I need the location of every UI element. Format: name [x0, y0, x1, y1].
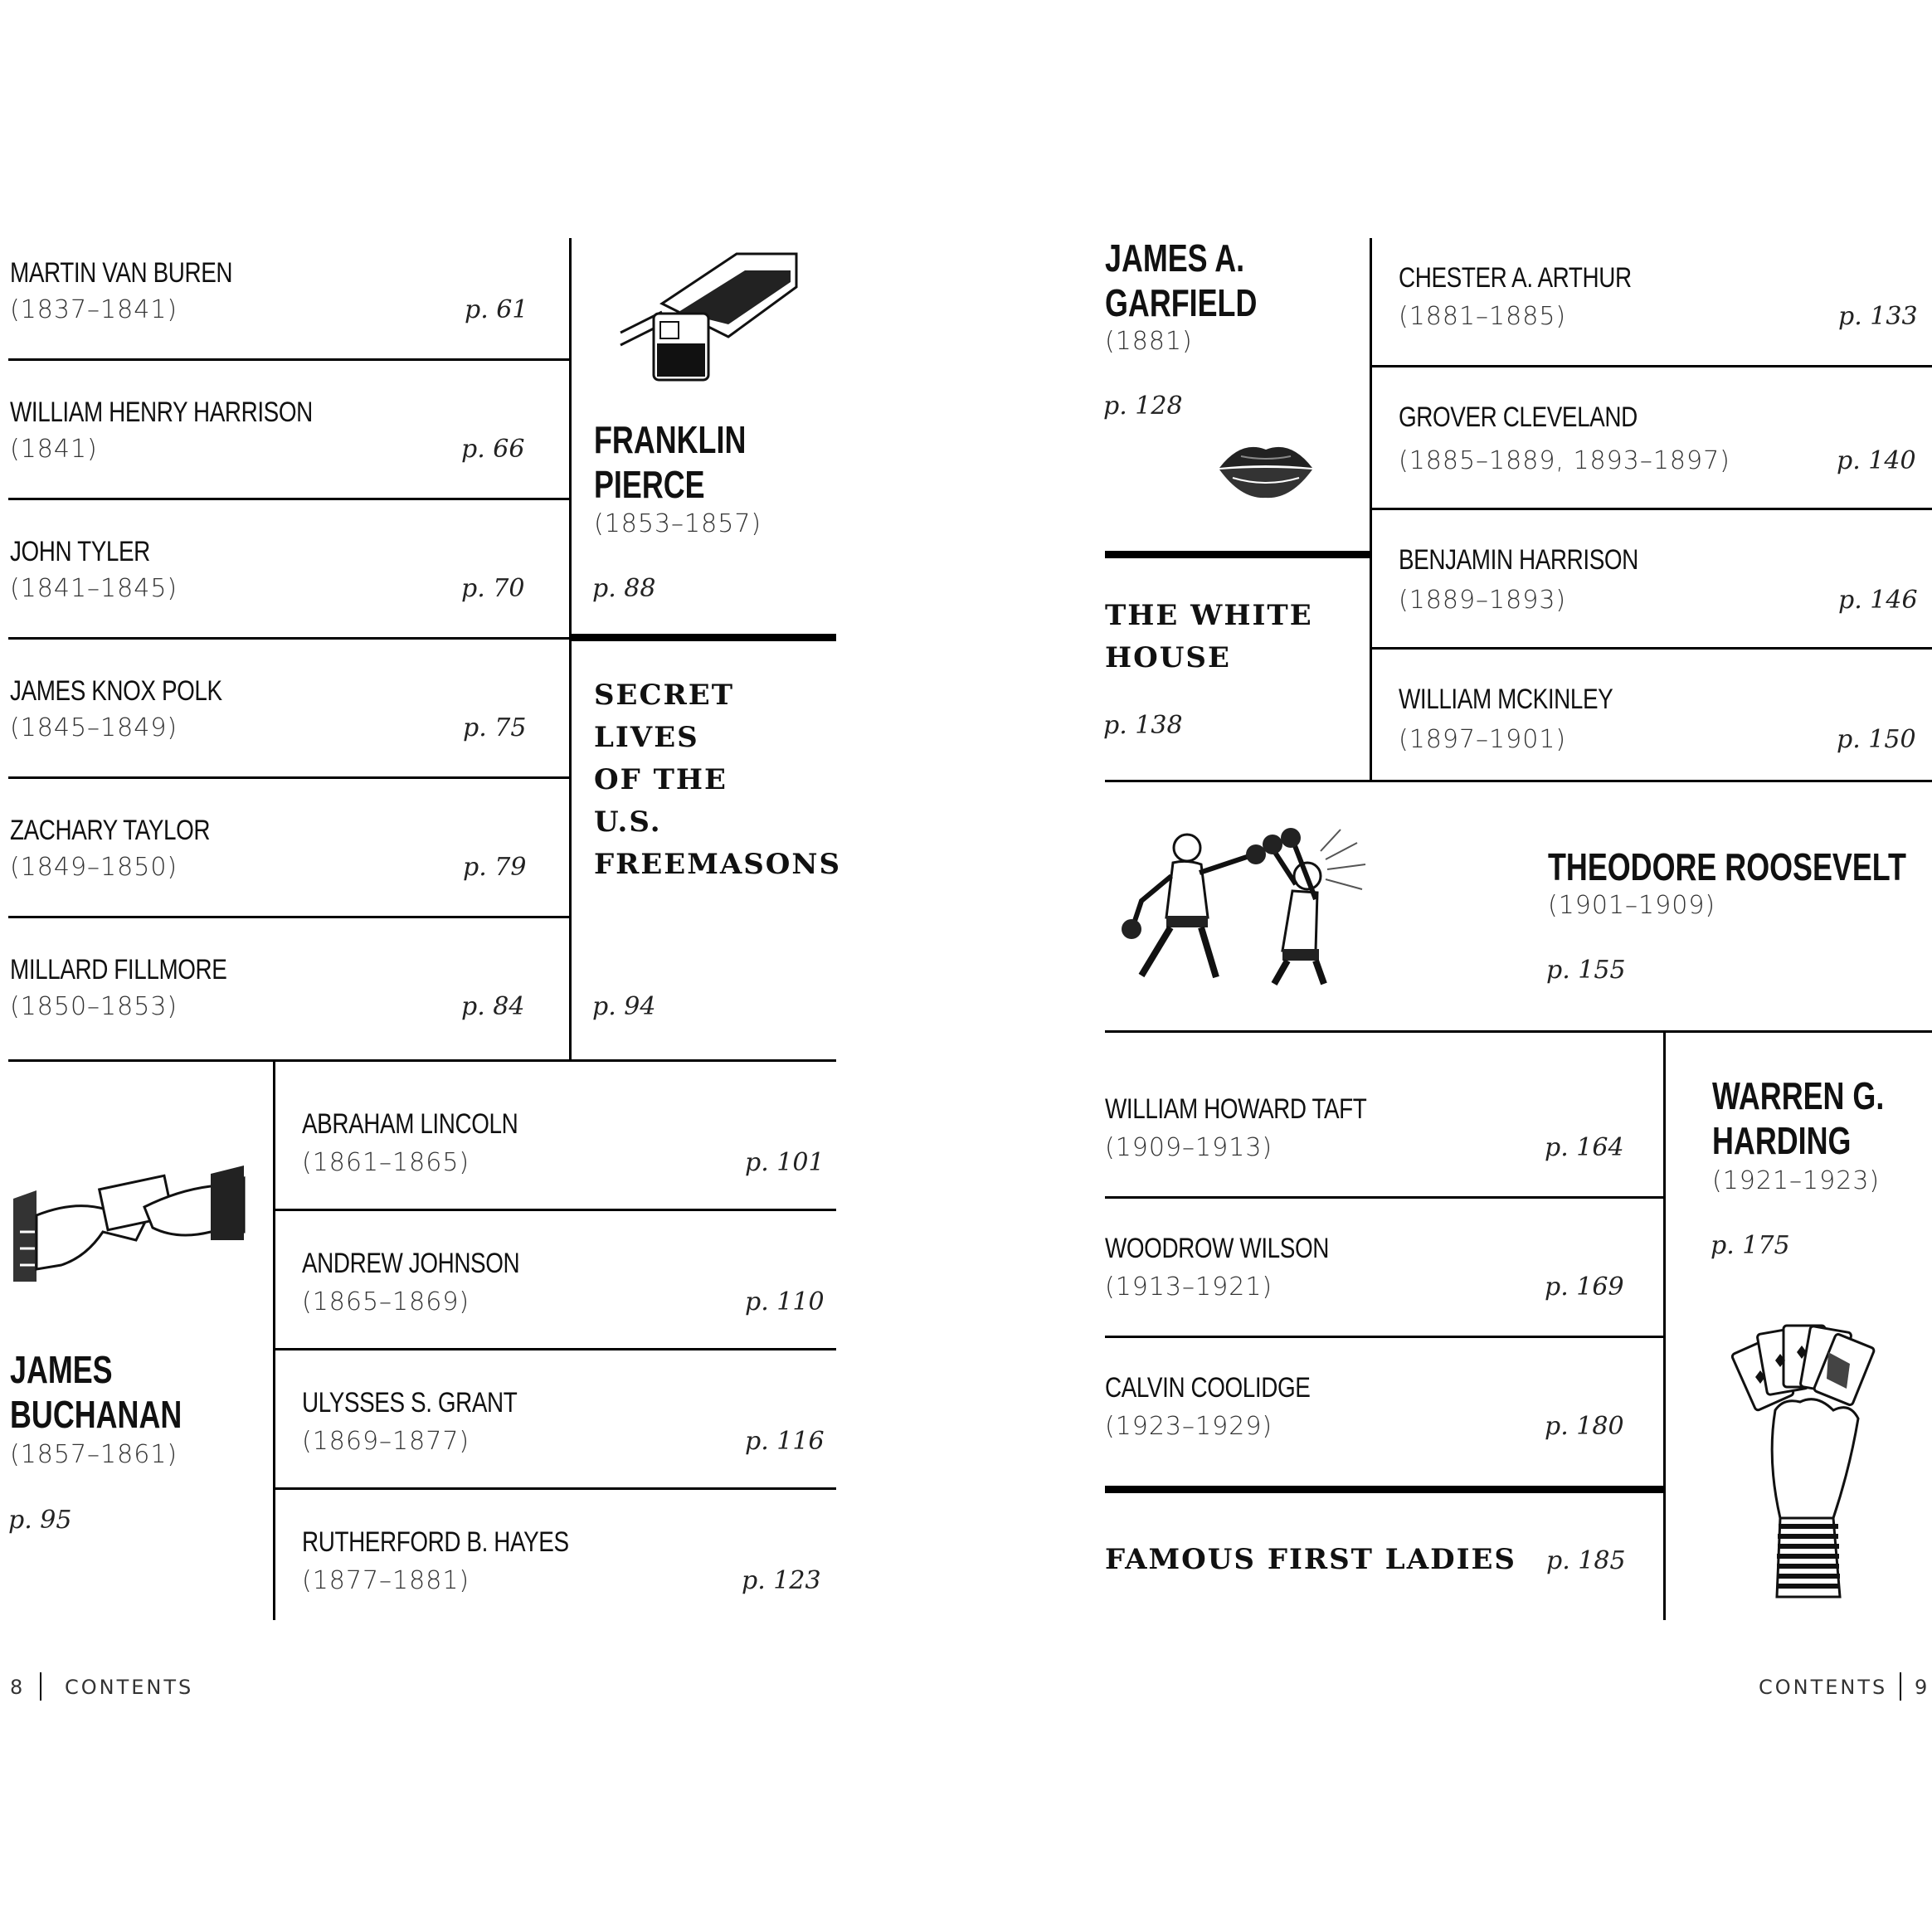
- divider: [1105, 1196, 1663, 1199]
- entry-page: p. 116: [745, 1427, 825, 1456]
- entry-page: p. 61: [465, 295, 528, 324]
- entry-years: (1885–1889, 1893–1897): [1399, 446, 1730, 475]
- divider: [8, 776, 569, 779]
- entry-years: (1889–1893): [1399, 586, 1567, 615]
- entry-years: (1845–1849): [10, 713, 178, 742]
- feature-title: U.S.: [594, 805, 662, 839]
- playing-cards-hand-icon: [1725, 1319, 1891, 1605]
- divider: [8, 498, 569, 500]
- entry-years: (1850–1853): [10, 992, 178, 1021]
- divider: [273, 1487, 836, 1490]
- divider: [1663, 1030, 1666, 1620]
- divider: [8, 1059, 836, 1062]
- feature-page: p. 155: [1546, 956, 1626, 985]
- divider: [1370, 647, 1932, 650]
- entry-name: ABRAHAM LINCOLN: [302, 1108, 518, 1140]
- entry-name: ZACHARY TAYLOR: [10, 815, 211, 846]
- entry-page: p. 150: [1837, 725, 1916, 754]
- entry-name: ANDREW JOHNSON: [302, 1248, 520, 1279]
- feature-page: p. 175: [1711, 1231, 1790, 1260]
- feature-page: p. 185: [1546, 1546, 1626, 1575]
- divider: [569, 238, 572, 1061]
- entry-years: (1897–1901): [1399, 725, 1567, 754]
- divider: [1105, 1030, 1932, 1033]
- entry-name: WILLIAM MCKINLEY: [1399, 684, 1613, 715]
- feature-title: OF THE: [594, 763, 728, 796]
- entry-years: (1923–1929): [1105, 1412, 1273, 1441]
- entry-years: (1861–1865): [302, 1148, 470, 1177]
- footer-divider: [40, 1672, 41, 1701]
- entry-name: BENJAMIN HARRISON: [1399, 544, 1638, 576]
- feature-title: PIERCE: [594, 463, 705, 506]
- entry-name: CALVIN COOLIDGE: [1105, 1372, 1311, 1404]
- feature-title: THE WHITE: [1105, 599, 1313, 632]
- feature-years: (1921–1923): [1712, 1166, 1881, 1195]
- entry-name: MILLARD FILLMORE: [10, 954, 227, 985]
- boxers-icon: [1108, 826, 1374, 985]
- entry-name: GROVER CLEVELAND: [1399, 401, 1638, 433]
- entry-page: p. 79: [463, 853, 527, 882]
- entry-page: p. 140: [1837, 446, 1916, 475]
- footer-label: CONTENTS: [65, 1676, 194, 1699]
- feature-title: BUCHANAN: [10, 1393, 182, 1436]
- entry-page: p. 169: [1545, 1273, 1624, 1302]
- divider: [1105, 780, 1932, 782]
- entry-years: (1849–1850): [10, 853, 178, 882]
- entry-years: (1881–1885): [1399, 302, 1567, 331]
- entry-years: (1865–1869): [302, 1287, 470, 1316]
- feature-title: FREEMASONS: [594, 848, 842, 881]
- entry-name: WOODROW WILSON: [1105, 1233, 1329, 1264]
- entry-name: MARTIN VAN BUREN: [10, 257, 233, 289]
- feature-years: (1853–1857): [594, 509, 762, 538]
- divider: [1370, 508, 1932, 510]
- feature-page: p. 94: [592, 992, 656, 1021]
- feature-title: WARREN G.: [1712, 1074, 1885, 1117]
- entry-page: p. 180: [1545, 1412, 1624, 1441]
- feature-page: p. 95: [8, 1506, 72, 1535]
- divider: [8, 916, 569, 918]
- entry-page: p. 146: [1838, 586, 1918, 615]
- entry-page: p. 164: [1545, 1133, 1624, 1162]
- divider: [273, 1059, 275, 1620]
- lips-icon: [1216, 436, 1316, 503]
- entry-page: p. 123: [742, 1566, 821, 1595]
- whiskey-glass-icon: [612, 246, 803, 387]
- feature-title: FAMOUS FIRST LADIES: [1105, 1543, 1516, 1576]
- entry-years: (1909–1913): [1105, 1133, 1273, 1162]
- entry-page: p. 101: [745, 1148, 825, 1177]
- divider: [1370, 365, 1932, 367]
- entry-page: p. 133: [1838, 302, 1918, 331]
- feature-years: (1901–1909): [1548, 891, 1716, 920]
- feature-title: SECRET: [594, 679, 735, 712]
- feature-title: JAMES: [10, 1348, 113, 1391]
- entry-page: p. 70: [461, 574, 525, 603]
- feature-title: HARDING: [1712, 1119, 1852, 1162]
- feature-title: GARFIELD: [1105, 281, 1258, 324]
- entry-name: JOHN TYLER: [10, 536, 150, 567]
- divider: [1105, 551, 1370, 558]
- divider: [1105, 1486, 1663, 1493]
- footer-label: CONTENTS: [1759, 1676, 1888, 1699]
- divider: [569, 634, 836, 641]
- entry-years: (1913–1921): [1105, 1273, 1273, 1302]
- entry-years: (1837–1841): [10, 295, 178, 324]
- feature-title: FRANKLIN: [594, 418, 747, 461]
- entry-years: (1841): [10, 435, 98, 464]
- feature-title: JAMES A.: [1105, 236, 1245, 280]
- entry-years: (1841–1845): [10, 574, 178, 603]
- feature-page: p. 138: [1103, 711, 1183, 740]
- entry-page: p. 110: [745, 1287, 825, 1316]
- entry-years: (1877–1881): [302, 1566, 470, 1595]
- handshake-money-icon: [12, 1166, 246, 1290]
- entry-page: p. 66: [461, 435, 525, 464]
- entry-name: WILLIAM HENRY HARRISON: [10, 397, 313, 428]
- entry-name: ULYSSES S. GRANT: [302, 1387, 518, 1419]
- feature-page: p. 88: [592, 574, 656, 603]
- feature-title: LIVES: [594, 721, 699, 754]
- entry-years: (1869–1877): [302, 1427, 470, 1456]
- divider: [1370, 238, 1372, 782]
- feature-page: p. 128: [1103, 392, 1183, 421]
- divider: [1105, 1336, 1663, 1338]
- divider: [273, 1348, 836, 1350]
- divider: [8, 358, 569, 361]
- entry-page: p. 75: [463, 713, 527, 742]
- page-number: 9: [1915, 1676, 1930, 1699]
- feature-title: THEODORE ROOSEVELT: [1548, 845, 1906, 888]
- divider: [273, 1209, 836, 1211]
- entry-name: RUTHERFORD B. HAYES: [302, 1526, 569, 1558]
- feature-years: (1857–1861): [10, 1440, 178, 1469]
- page-number: 8: [10, 1676, 26, 1699]
- feature-years: (1881): [1105, 327, 1193, 356]
- entry-name: CHESTER A. ARTHUR: [1399, 262, 1632, 294]
- entry-name: JAMES KNOX POLK: [10, 675, 222, 707]
- entry-name: WILLIAM HOWARD TAFT: [1105, 1093, 1367, 1125]
- footer-divider: [1900, 1672, 1901, 1701]
- feature-title: HOUSE: [1105, 641, 1231, 674]
- divider: [8, 637, 569, 640]
- entry-page: p. 84: [461, 992, 525, 1021]
